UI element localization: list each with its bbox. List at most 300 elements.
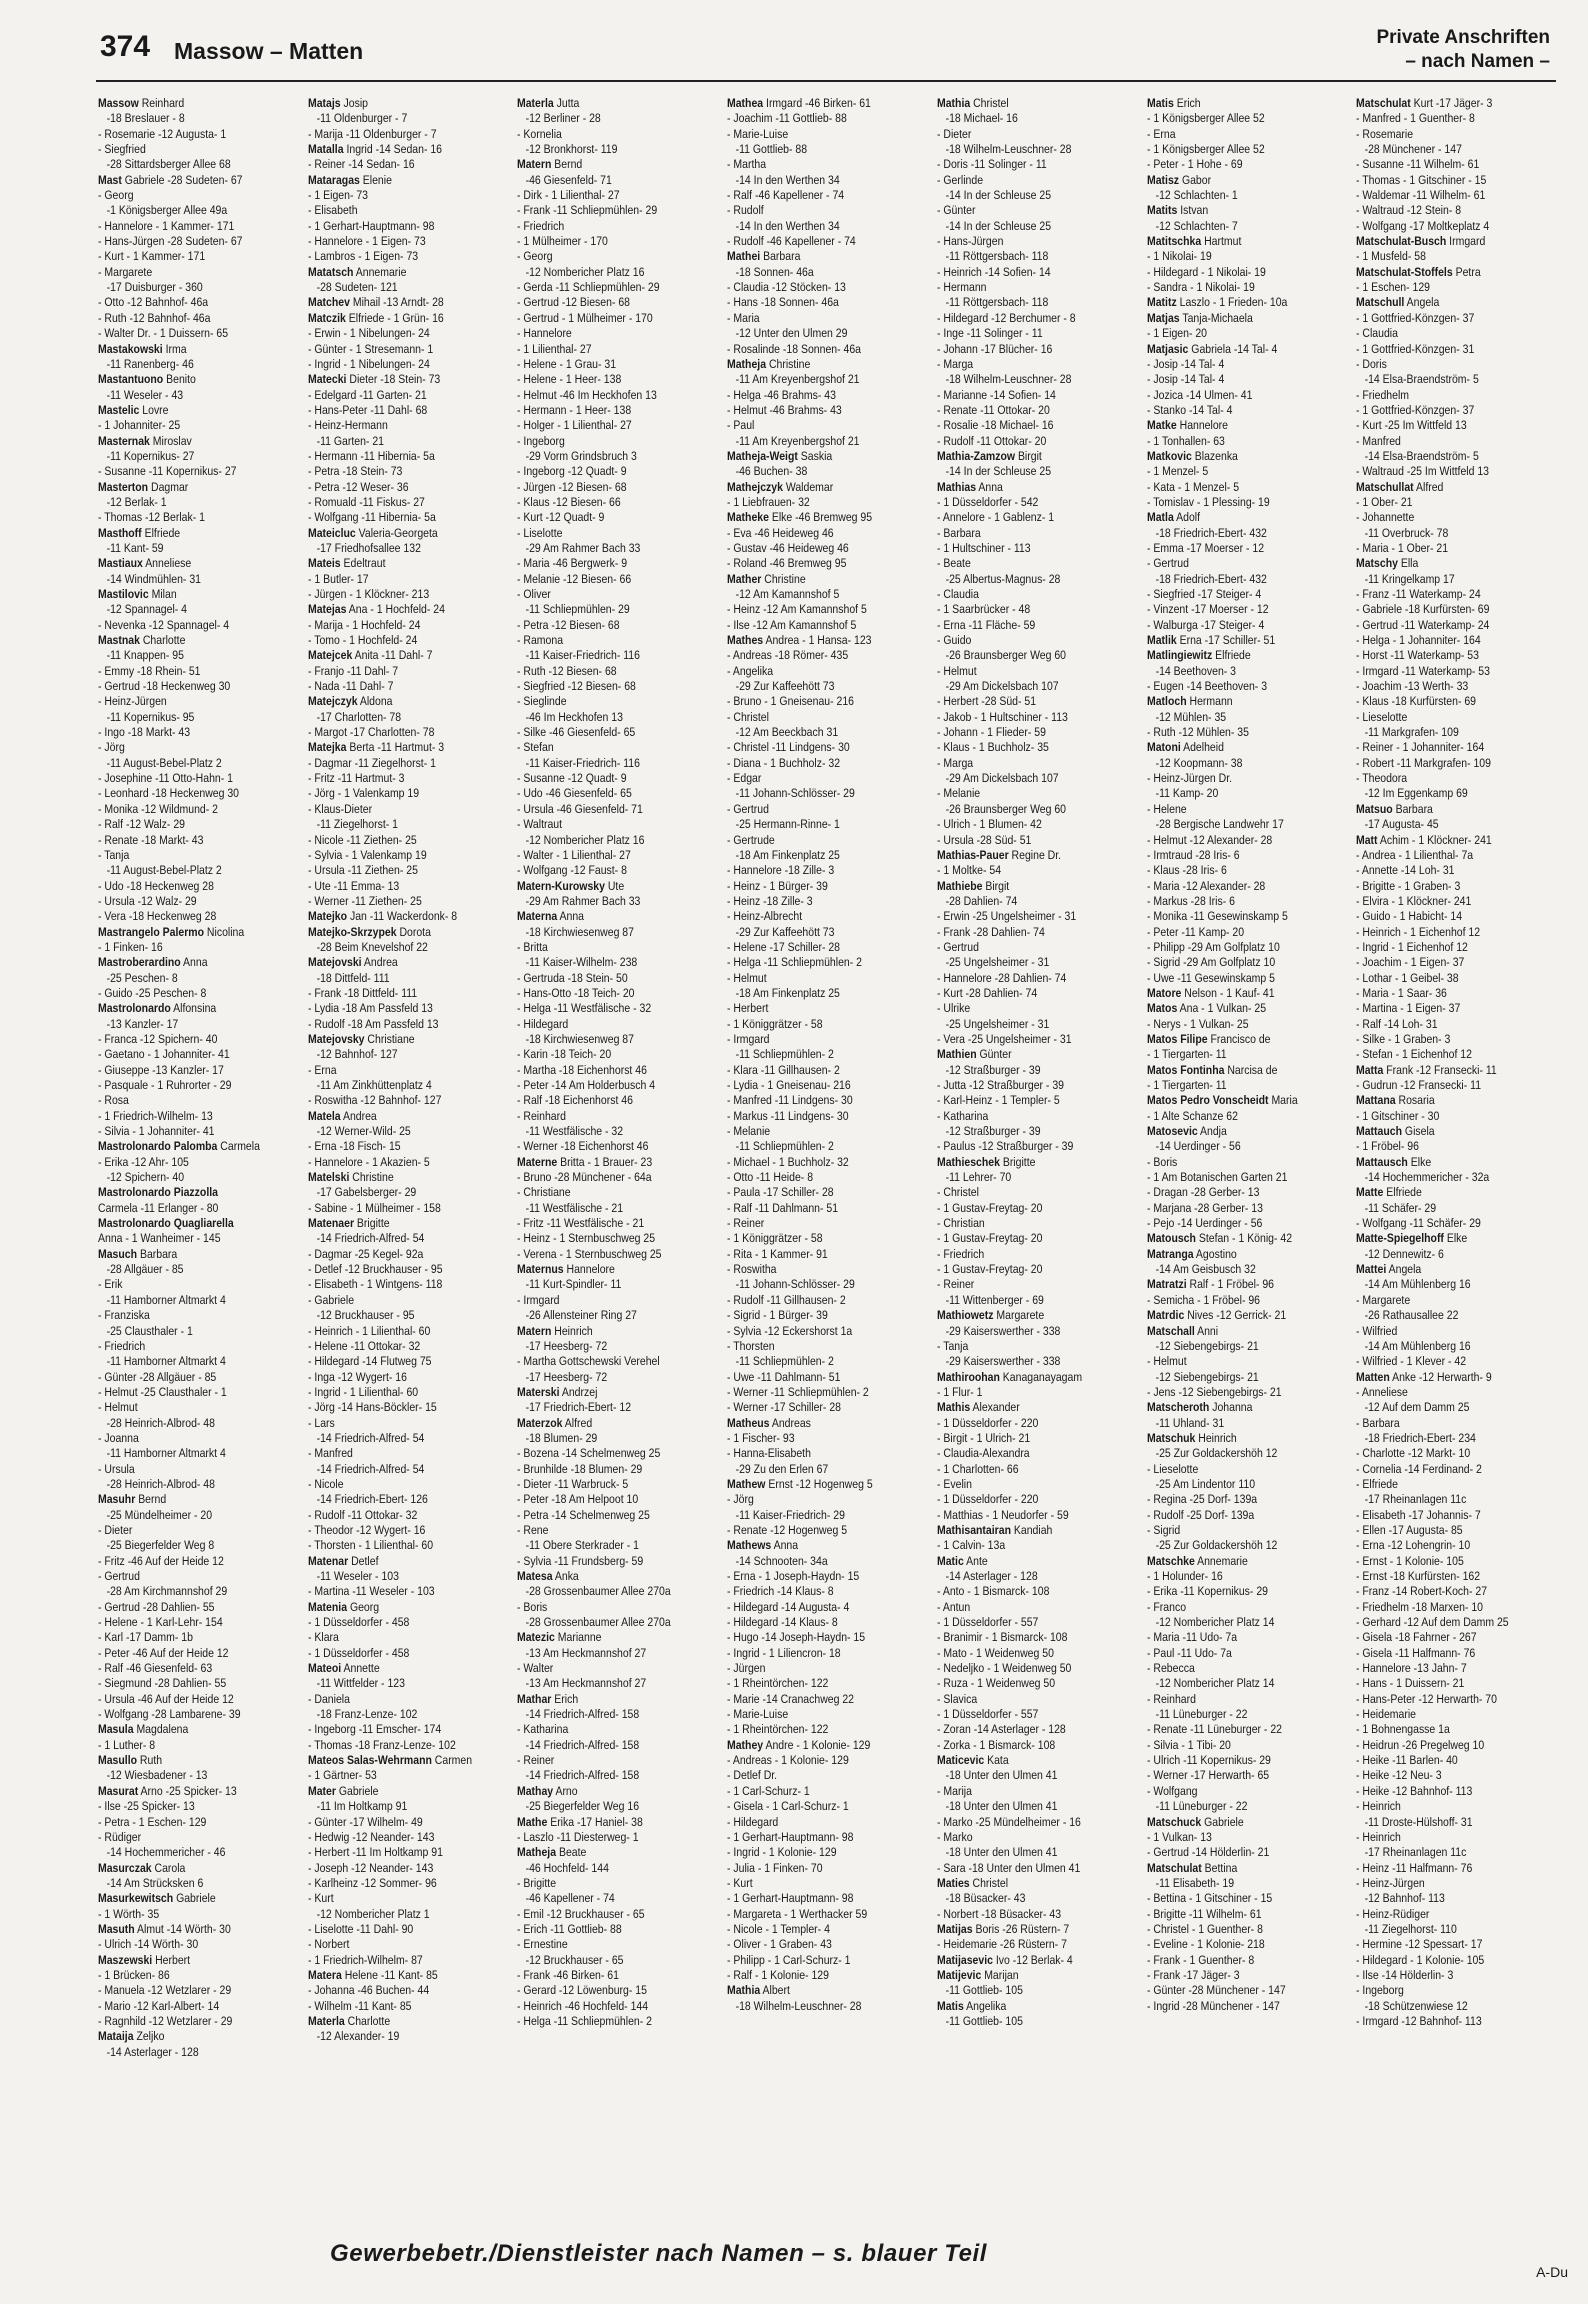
listing-line: - Ursula -12 Walz- 29 [98,893,197,908]
listing-line: -12 Bruckhauser - 65 [526,1952,624,1967]
surname-entry: Matitz Laszlo - 1 Frieden- 10a [1146,295,1287,310]
surname: Mateis [307,556,341,571]
listing-line: - Dirk - 1 Lilienthal- 27 [517,188,620,203]
listing-line: -14 In der Schleuse 25 [945,464,1051,479]
listing-line: - Jürgen [727,1661,766,1676]
surname-entry: Masurczak Carola [98,1860,186,1875]
listing-line: - Nedeljko - 1 Weidenweg 50 [936,1661,1072,1676]
listing-line: - Manfred [1356,433,1402,448]
listing-line: - Bruno - 1 Gneisenau- 216 [727,694,855,709]
surname: Masuch [98,1246,138,1261]
listing-line: -18 Friedrich-Ebert- 432 [1155,571,1267,586]
listing-line: -12 Koopmann- 38 [1155,755,1243,770]
listing-line: - Ruza - 1 Weidenweg 50 [936,1676,1055,1691]
listing-line: - Sara -18 Unter den Ulmen 41 [936,1860,1081,1875]
listing-line: - Ellen -17 Augusta- 85 [1356,1522,1463,1537]
listing-line: -12 Werner-Wild- 25 [316,1124,411,1139]
listing-line: - Emma -17 Moerser - 12 [1146,540,1264,555]
surname-entry: Mathiowetz Margarete [936,1308,1045,1323]
listing-line: -11 Kringelkamp 17 [1364,571,1456,586]
surname: Matschulat-Busch [1356,234,1447,249]
surname-entry: Matt Achim - 1 Klöckner- 241 [1356,832,1493,847]
surname-entry: Mastnak Charlotte [98,633,186,648]
listing-line: - Erwin -25 Ungelsheimer - 31 [936,909,1077,924]
listing-line: - Helmut [98,1400,138,1415]
listing-line: - Siegfried [98,142,146,157]
surname-entry: Matalla Ingrid -14 Sedan- 16 [307,142,442,157]
surname-entry: Matosevic Andja [1146,1124,1227,1139]
listing-line: -14 Uerdinger - 56 [1155,1139,1241,1154]
surname: Matern [517,157,552,172]
listing-line: - Giuseppe -13 Kanzler- 17 [98,1062,224,1077]
surname-entry: Mastantuono Benito [98,372,196,387]
listing-line: -11 Droste-Hülshoff- 31 [1364,1814,1473,1829]
listing-line: - Martha -18 Eichenhorst 46 [517,1062,648,1077]
listing-line: - Boris [517,1599,548,1614]
listing-line: - 1 Königgrätzer - 58 [727,1016,823,1031]
surname-entry: Maternus Hannelore [517,1262,616,1277]
listing-line: -29 Am Rahmer Bach 33 [526,540,641,555]
surname-entry: Matchev Mihail -13 Arndt- 28 [307,295,444,310]
listing-line: - Silvia - 1 Johanniter- 41 [98,1124,215,1139]
listing-line: -46 Im Heckhofen 13 [526,709,624,724]
surname: Masterton [98,479,149,494]
listing-line: - Dieter -11 Warbruck- 5 [517,1476,629,1491]
listing-line: - Peter - 1 Hohe - 69 [1146,157,1243,172]
running-title: Massow – Matten [174,38,364,64]
listing-line: - Marie-Luise [727,126,789,141]
surname-entry: Mathey Andre - 1 Kolonie- 129 [727,1737,871,1752]
listing-line: - Fritz -11 Westfälische - 21 [517,1216,645,1231]
surname-entry: Matlingiewitz Elfriede [1146,648,1251,663]
listing-line: - Johann - 1 Flieder- 59 [936,725,1046,740]
surname-entry: Masurkewitsch Gabriele [98,1891,216,1906]
surname-entry [98,1185,273,1200]
listing-line: -18 Kirchwiesenweg 87 [526,924,635,939]
listing-line: - Ulrike [936,1001,971,1016]
listing-line: - Christel [727,709,770,724]
listing-line: - Günter -28 Münchener - 147 [1146,1983,1286,1998]
listing-line: - Gertrud -18 Heckenweg 30 [98,679,231,694]
listing-line: -11 Johann-Schlösser- 29 [735,1277,856,1292]
listing-line: -11 Wittenberger - 69 [945,1292,1044,1307]
surname: Matschy [1356,556,1399,571]
listing-line: -12 Siebengebirgs- 21 [1155,1338,1259,1353]
listing-line: - 1 Tonhallen- 63 [1146,433,1225,448]
surname: Matten [1356,1369,1391,1384]
listing-line: -11 Schäfer- 29 [1364,1200,1437,1215]
listing-line: - Brigitte - 1 Graben- 3 [1356,878,1461,893]
surname: Mastrolonardo Piazzolla [98,1185,218,1200]
listing-line: -18 Unter den Ulmen 41 [945,1845,1058,1860]
surname: Matore [1146,985,1181,1000]
listing-line: - 1 Nikolai- 19 [1146,249,1212,264]
listing-line: - Beate [936,556,971,571]
listing-line: -12 Schlachten- 1 [1155,188,1238,203]
listing-line: -28 Allgäuer - 85 [106,1262,184,1277]
listing-line: - Friedhelm [1356,387,1410,402]
listing-line: -25 Am Lindentor 110 [1155,1476,1255,1491]
listing-line: -11 Westfälische - 21 [526,1200,624,1215]
listing-line: - Liselotte [517,525,563,540]
listing-line: - Markus -11 Lindgens- 30 [727,1108,849,1123]
listing-line: - Gertrud - 1 Mülheimer - 170 [517,310,654,325]
listing-line: - Diana - 1 Buchholz- 32 [727,755,841,770]
listing-line: -12 Dennewitz- 6 [1364,1246,1445,1261]
listing-line: -13 Am Heckmannshof 27 [526,1645,647,1660]
listing-line: - 1 Friedrich-Wilhelm- 87 [307,1952,423,1967]
listing-line: - Siegfried -12 Biesen- 68 [517,679,637,694]
listing-line: -11 Hamborner Altmarkt 4 [106,1292,226,1307]
surname-entry: Matheja Beate [517,1845,587,1860]
listing-line: -11 Kamp- 20 [1155,786,1218,801]
listing-line: -11 Gottlieb- 105 [945,1983,1023,1998]
listing-line: - Ernestine [517,1937,569,1952]
section-title-line-2: – nach Namen – [1405,51,1550,72]
listing-line: - Susanne -12 Quadt- 9 [517,771,627,786]
surname: Matijas [936,1921,973,1936]
listing-line: - Hannelore [517,326,573,341]
listing-line: - Boris [1146,1154,1177,1169]
listing-line: - Wolfgang -11 Schäfer- 29 [1356,1216,1482,1231]
listing-line: - Martina -11 Weseler - 103 [307,1584,435,1599]
listing-line: - Hermann -11 Hibernia- 5a [307,448,435,463]
listing-line: - Hildegard - 1 Nikolai- 19 [1146,264,1266,279]
listing-line: - Karin -18 Teich- 20 [517,1047,612,1062]
surname-entry: Matschall Anni [1146,1323,1218,1338]
listing-line: - Martha Gottschewski Verehel [517,1354,661,1369]
listing-line: - Franziska [98,1308,150,1323]
listing-line: - Marija - 1 Hochfeld- 24 [307,617,421,632]
listing-line: - 1 Gärtner- 53 [307,1768,377,1783]
surname: Matitz [1146,295,1177,310]
listing-line: - Ernst -18 Kurfürsten- 162 [1356,1569,1481,1583]
listing-line: - 1 Mülheimer - 170 [517,234,609,249]
listing-line: - Gertrud [727,801,770,816]
listing-line: - Gustav -46 Heideweg 46 [727,540,849,555]
listing-line: - Renate -18 Markt- 43 [98,832,204,847]
listing-line: - 1 Liebfrauen- 32 [727,494,810,509]
listing-line: - Hannelore - 1 Akazien- 5 [307,1154,430,1169]
listing-line: - Rudolf -11 Ottokar- 32 [307,1507,418,1522]
listing-line: -25 Ungelsheimer - 31 [945,1016,1050,1031]
listing-line: - Brunhilde -18 Blumen- 29 [517,1461,643,1476]
listing-line: - Lydia - 1 Gneisenau- 216 [727,1078,851,1092]
surname: Matlingiewitz [1146,648,1212,663]
surname: Mastilovic [98,587,149,601]
surname: Matousch [1146,1231,1196,1246]
listing-line: - Herbert -28 Süd- 51 [936,694,1036,709]
listing-line: -14 Am Strücksken 6 [106,1875,204,1890]
surname: Mathe [517,1814,548,1829]
listing-line: - Peter -46 Auf der Heide 12 [98,1645,229,1660]
listing-line: - 1 Gitschiner - 30 [1356,1108,1440,1123]
listing-line: - Hedwig -12 Neander- 143 [307,1829,435,1844]
listing-line: -46 Giesenfeld- 71 [526,172,613,187]
listing-line: - Frank -46 Birken- 61 [517,1967,620,1982]
corner-mark: A-Du [1536,2264,1568,2280]
surname: Matisz [1146,172,1179,187]
listing-line: - Maria - 1 Ober- 21 [1356,540,1449,555]
surname-entry: Matejczyk Aldona [307,694,393,709]
surname-entry: Matheus Andreas [727,1415,812,1430]
listing-line: -11 Schliepmühlen- 29 [526,602,631,617]
surname: Matecki [307,372,347,387]
listing-line: - 1 Gustav-Freytag- 20 [936,1200,1043,1215]
listing-line: -28 Sittardsberger Allee 68 [106,157,231,172]
listing-line: - Günter -28 Allgäuer - 85 [98,1369,217,1384]
listing-line: - Heinrich -14 Sofien- 14 [936,264,1051,279]
listing-line: - 1 Eschen- 129 [1356,280,1431,295]
listing-line: - Kurt -12 Quadt- 9 [517,510,605,525]
listing-line: - Bozena -14 Schelmenweg 25 [517,1446,661,1461]
surname: Materna [517,909,558,924]
listing-line: - Hannelore - 1 Eigen- 73 [307,234,426,249]
listing-line: - Nicole [307,1476,344,1491]
listing-line: - Irmgard -12 Bahnhof- 113 [1356,2013,1482,2028]
listing-line: - Stefan - 1 Eichenhof 12 [1356,1047,1473,1062]
listing-line: - Lieselotte [1356,709,1408,724]
footer-note: Gewerbebetr./Dienstleister nach Namen – s. blauer Teil [330,2240,988,2267]
listing-line: -18 Michael- 16 [945,111,1018,126]
listing-line: - 1 Musfeld- 58 [1356,249,1427,264]
listing-line: - Barbara [936,525,981,540]
surname-entry: Matejko Jan -11 Wackerdonk- 8 [307,909,457,924]
listing-line: - Paul [727,418,755,433]
listing-line: - Wolfgang -28 Lambarene- 39 [98,1707,241,1722]
listing-line: -29 Kaiserswerther - 338 [945,1323,1061,1338]
listing-line: - Walter [517,1661,554,1676]
surname: Matejka [307,740,347,755]
surname: Mathar [517,1691,552,1706]
surname: Masula [98,1722,134,1737]
listing-line: -25 Mündelheimer - 20 [106,1507,213,1522]
listing-line: -14 In der Schleuse 25 [945,188,1051,203]
surname: Matatsch [307,264,354,279]
surname-entry: Mathia Albert [727,1983,791,1998]
surname-entry: Matos Filipe Francisco de [1146,1031,1271,1046]
surname-entry: Matejka Berta -11 Hartmut- 3 [307,740,444,755]
listing-line: - Karlheinz -12 Sommer- 96 [307,1875,437,1890]
listing-line: - Wolfgang -11 Hibernia- 5a [307,510,436,525]
listing-line: -28 Grossenbaumer Allee 270a [526,1584,672,1599]
listing-line: - Thorsten - 1 Lilienthal- 60 [307,1538,433,1553]
listing-line: - Silke - 1 Graben- 3 [1356,1031,1451,1046]
surname: Matranga [1146,1246,1194,1261]
listing-line: -18 Kirchwiesenweg 87 [526,1031,635,1046]
listing-line: - Hans-Peter -11 Dahl- 68 [307,402,427,417]
surname-entry: Matla Adolf [1146,510,1200,525]
listing-line: - Angelika [727,663,774,678]
listing-line: - Christel -11 Lindgens- 30 [727,740,850,755]
surname-entry: Masthoff Elfriede [98,525,181,540]
listing-line: - Birgit - 1 Ulrich- 21 [936,1430,1031,1445]
listing-line: - 1 Rheintörchen- 122 [727,1722,829,1737]
listing-line: - Sigrid - 1 Bürger- 39 [727,1308,828,1323]
listing-line: - Joachim - 1 Eigen- 37 [1356,955,1465,970]
listing-line: - Werner -11 Schliepmühlen- 2 [727,1384,869,1399]
surname-entry: Matela Andrea [307,1108,377,1123]
listing-line: - Kurt -28 Dahlien- 74 [936,985,1038,1000]
surname-entry: Mastiaux Anneliese [98,556,192,571]
listing-line: - Dieter [936,126,972,141]
listing-line: -25 Peschen- 8 [106,970,178,985]
listing-line: - Maria [727,310,760,325]
listing-line: - 1 Am Botanischen Garten 21 [1146,1170,1288,1185]
listing-line: -14 Hochemmericher - 32a [1364,1170,1490,1185]
listing-line: - Rebecca [1146,1661,1195,1676]
listing-line: - Hans -18 Sonnen- 46a [727,295,840,310]
listing-line: - Günter - 1 Stresemann- 1 [307,341,433,356]
listing-line: - Marie -14 Cranachweg 22 [727,1691,855,1706]
listing-line: - Heinz-Jürgen [98,694,167,709]
listing-line: - Elvira - 1 Klöckner- 241 [1356,893,1472,908]
listing-line: -18 Am Finkenplatz 25 [735,985,841,1000]
listing-line: - Heidemarie [1356,1707,1417,1722]
surname-entry: Matschulat Bettina [1146,1860,1237,1875]
listing-line: - Julia - 1 Finken- 70 [727,1860,823,1875]
listing-line: - Hannelore - 1 Kammer- 171 [98,218,235,233]
surname-entry: Matijevic Marijan [936,1967,1019,1982]
listing-line: - Helga -11 Schliepmühlen- 2 [727,955,863,970]
listing-line: - Waltraut [517,817,563,832]
listing-line: -18 Wilhelm-Leuschner- 28 [945,372,1072,387]
listing-line: - Slavica [936,1691,978,1706]
surname: Materla [517,96,555,110]
listing-line: - Katharina [517,1722,569,1737]
listing-line: - Ulrich -11 Kopernikus- 29 [1146,1753,1271,1768]
listing-line: -18 Unter den Ulmen 41 [945,1799,1058,1814]
listing-line: - Antun [936,1599,971,1614]
surname: Mathia [936,96,971,110]
listing-line: - Klaus -18 Kurfürsten- 69 [1356,694,1477,709]
listing-line: - Hermann [936,280,987,295]
listing-line: - Karl-Heinz - 1 Templer- 5 [936,1093,1060,1108]
listing-line: -14 Am Geisbusch 32 [1155,1262,1256,1277]
listing-line: - Sigrid -29 Am Golfplatz 10 [1146,955,1275,970]
listing-line: - Charlotte -12 Markt- 10 [1356,1446,1471,1461]
listing-line: - Ilse -14 Hölderlin- 3 [1356,1967,1454,1982]
listing-line: - Hans - 1 Duissern- 21 [1356,1676,1465,1691]
listing-line: - Hannelore -18 Zille- 3 [727,863,835,878]
listing-line: - Hannelore -13 Jahn- 7 [1356,1661,1468,1676]
listing-line: - 1 Gottfried-Könzgen- 37 [1356,402,1475,417]
listing-line: - Erna -18 Fisch- 15 [307,1139,401,1154]
surname: Matheja [727,356,767,371]
listing-line: -12 Bronkhorst- 119 [526,142,618,157]
listing-line: -11 Kaiser-Wilhelm- 238 [526,955,638,970]
surname: Matkovic [1146,448,1192,463]
listing-line: -11 Lüneburger - 22 [1155,1799,1248,1814]
surname-entry: Matczik Elfriede - 1 Grün- 16 [307,310,444,325]
listing-line: - Renate -11 Lüneburger - 22 [1146,1722,1282,1737]
surname-entry: Matits Istvan [1146,203,1208,218]
listing-line: - Hans-Otto -18 Teich- 20 [517,985,635,1000]
listing-line: - Maria - 1 Saar- 36 [1356,985,1448,1000]
listing-line: -25 Biegerfelder Weg 8 [106,1538,215,1553]
surname: Mastnak [98,633,140,648]
listing-line: - Tanja [936,1338,969,1353]
surname-entry: Matousch Stefan - 1 König- 42 [1146,1231,1292,1246]
listing-line: - Hildegard - 1 Kolonie- 105 [1356,1952,1485,1967]
surname-entry: Mathis Alexander [936,1400,1020,1415]
listing-line: - Gabriele [307,1292,354,1307]
listing-line: - Reiner [517,1753,555,1768]
listing-line: - 1 Gustav-Freytag- 20 [936,1262,1043,1277]
surname: Mathien [936,1047,977,1062]
listing-line: -11 Westfälische - 32 [526,1124,624,1139]
listing-line: -11 Im Holtkamp 91 [316,1799,408,1814]
listing-line: - Kornelia [517,126,563,141]
listing-line: - Gertrud -28 Dahlien- 55 [98,1599,215,1614]
listing-line: -12 Am Beeckbach 31 [735,725,839,740]
listing-line: - Michael - 1 Buchholz- 32 [727,1154,849,1169]
surname: Mattauch [1356,1124,1403,1139]
listing-line: - Guido [936,633,972,648]
listing-line: - Ulrich - 1 Blumen- 42 [936,817,1042,832]
listing-line: - Oliver [517,587,552,601]
listing-line: - Heinrich - 1 Eichenhof 12 [1356,924,1481,939]
listing-line: - Gisela -11 Halfmann- 76 [1356,1645,1476,1660]
listing-line: - Vinzent -17 Moerser - 12 [1146,602,1269,617]
listing-line: - Heidrun -26 Pregelweg 10 [1356,1737,1485,1752]
listing-line: - Helene [1146,801,1187,816]
listing-line: -28 Münchener - 147 [1364,142,1463,157]
listing-line: - Sieglinde [517,694,567,709]
listing-line: -28 Beim Knevelshof 22 [316,939,428,954]
listing-line: - Philipp - 1 Carl-Schurz- 1 [727,1952,851,1967]
listing-line: -11 Obere Sterkrader - 1 [526,1538,640,1553]
listing-line: - Josephine -11 Otto-Hahn- 1 [98,771,233,786]
listing-line: - Ulrich -14 Wörth- 30 [98,1937,199,1952]
listing-line: -18 Wilhelm-Leuschner- 28 [735,1998,862,2013]
listing-line: - 1 Holunder- 16 [1146,1569,1223,1583]
listing-line: - Heinz -11 Halfmann- 76 [1356,1860,1473,1875]
listing-line: - Rüdiger [98,1829,142,1844]
listing-line: -12 Bahnhof- 113 [1364,1891,1446,1906]
surname: Matenaer [307,1216,354,1231]
listing-line: -11 Kopernikus- 27 [106,448,195,463]
listing-line: - Andreas -18 Römer- 435 [727,648,849,663]
surname-entry: Matte Elfriede [1356,1185,1423,1200]
listing-line: - Hildegard [727,1814,779,1829]
page-number: 374 [100,30,151,63]
listing-line: - Wilfried [1356,1323,1398,1338]
surname-entry: Mathia-Zamzow Birgit [936,448,1042,463]
listing-line: - Rene [517,1522,549,1537]
listing-line: - Rosalinde -18 Sonnen- 46a [727,341,862,356]
listing-line: - Emil -12 Bruckhauser - 65 [517,1906,646,1921]
surname: Matheja-Weigt [727,448,799,463]
listing-line: - Thomas -18 Franz-Lenze- 102 [307,1737,456,1752]
listing-line: - Elisabeth -17 Johannis- 7 [1356,1507,1481,1522]
listing-line: -11 Schliepmühlen- 2 [735,1047,835,1062]
listing-line: - Bettina - 1 Gitschiner - 15 [1146,1891,1272,1906]
listing-line: - Friedhelm -18 Marxen- 10 [1356,1599,1484,1614]
listing-line: -17 Charlotten- 78 [316,709,401,724]
listing-line: - Walter Dr. - 1 Duissern- 65 [98,326,229,341]
listing-line: - Annelore - 1 Gablenz- 1 [936,510,1054,525]
listing-line: - Friedrich [936,1246,985,1261]
listing-line: -11 Kaiser-Friedrich- 116 [526,648,641,663]
surname: Materzok [517,1415,563,1430]
surname-entry: Matelski Christine [307,1170,394,1185]
surname: Matschulat-Stoffels [1356,264,1453,279]
surname-entry: Mattei Angela [1356,1262,1422,1277]
listing-line: -11 Weseler - 103 [316,1569,399,1583]
listing-line: -12 Straßburger - 39 [945,1062,1041,1077]
surname: Mathiowetz [936,1308,994,1323]
